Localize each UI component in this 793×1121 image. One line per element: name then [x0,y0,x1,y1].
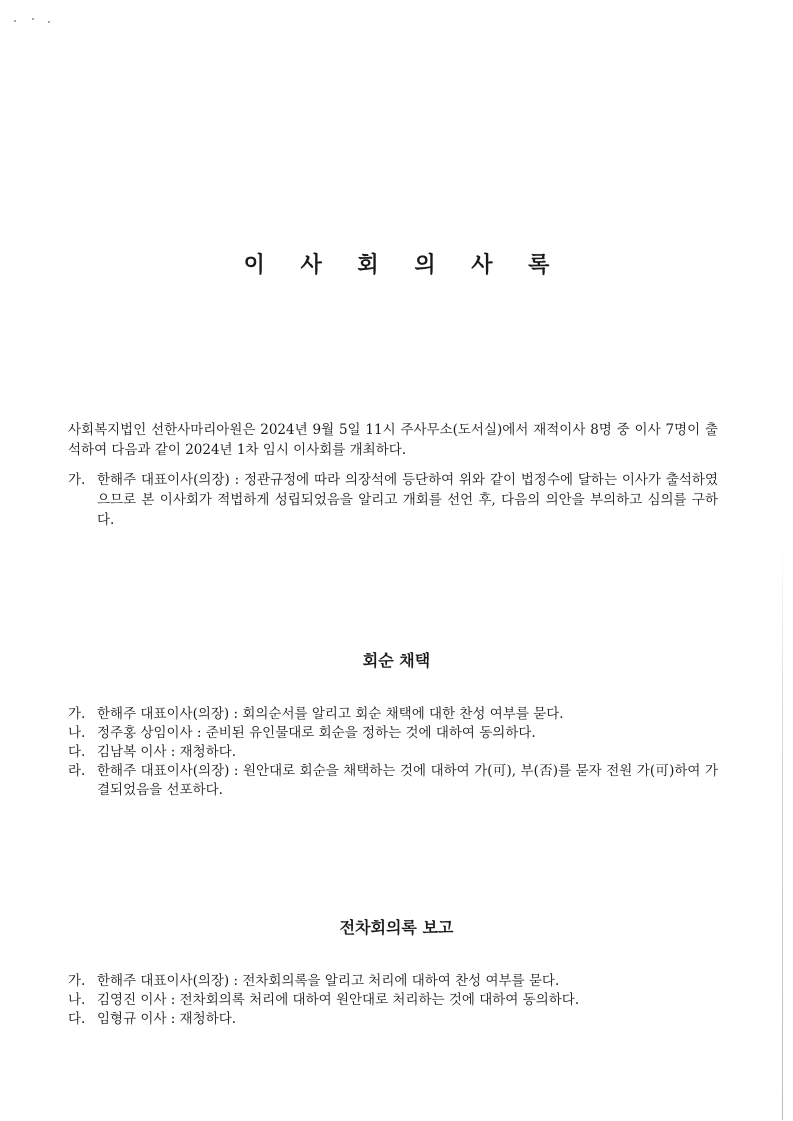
item-marker: 다. [68,744,86,760]
list-item [68,972,718,991]
item-text: 정주홍 상임이사 : 준비된 유인물대로 회순을 정하는 것에 대하여 동의하다. [97,725,536,741]
list-item [68,762,718,800]
item-marker: 가. [68,706,86,722]
list-item [68,705,718,724]
item-marker: 다. [68,1011,86,1027]
item-text: 임형규 이사 : 재청하다. [97,1011,237,1027]
list-item [68,724,718,743]
item-text: 한해주 대표이사(의장) : 회의순서를 알리고 회순 채택에 대한 찬성 여부를 묻다. [97,706,564,722]
item-text: 한해주 대표이사(의장) : 원안대로 회순을 채택하는 것에 대하여 가(可), 부(否)를 묻자 전원 가(可)하여 가결되었음을 선포하다. [97,763,718,798]
item-marker: 가. [68,472,86,488]
item-marker: 나. [68,992,86,1008]
intro-paragraph [68,420,718,460]
item-marker: 가. [68,973,86,989]
document-title: 이 사 회 의 사 록 [243,252,564,278]
item-text: 김영진 이사 : 전차회의록 처리에 대하여 원안대로 처리하는 것에 대하여 동의하다. [97,992,580,1008]
list-item [68,991,718,1010]
list-item [68,1010,718,1029]
item-text: 한해주 대표이사(의장) : 전차회의록을 알리고 처리에 대하여 찬성 여부를 묻다. [97,973,560,989]
intro-text: 사회복지법인 선한사마리아원은 2024년 9월 5일 11시 주사무소(도서실)에서 재적이사 8명 중 이사 7명이 출석하여 다음과 같이 2024년 1차 임시 이사회를 개최하다. [68,422,718,458]
item-text: 김남복 이사 : 재청하다. [97,744,237,760]
scan-artifact [14,16,54,26]
previous-minutes-list [68,972,718,1029]
agenda-list [68,705,718,800]
list-item [68,470,718,530]
opening-list [68,470,718,530]
list-item [68,743,718,762]
section-heading-agenda: 회순 채택 [362,651,431,670]
section-heading-previous-minutes: 전차회의록 보고 [339,918,454,937]
item-text: 한해주 대표이사(의장) : 정관규정에 따라 의장석에 등단하여 위와 같이 법정수에 달하는 이사가 출석하였으므로 본 이사회가 적법하게 성립되었음을 알리고 개회를 선언 후, 다음의 의안을 부의하고 심의를 구하다. [97,472,718,528]
item-marker: 라. [68,763,86,779]
scan-edge-line [782,540,783,1120]
item-marker: 나. [68,725,86,741]
